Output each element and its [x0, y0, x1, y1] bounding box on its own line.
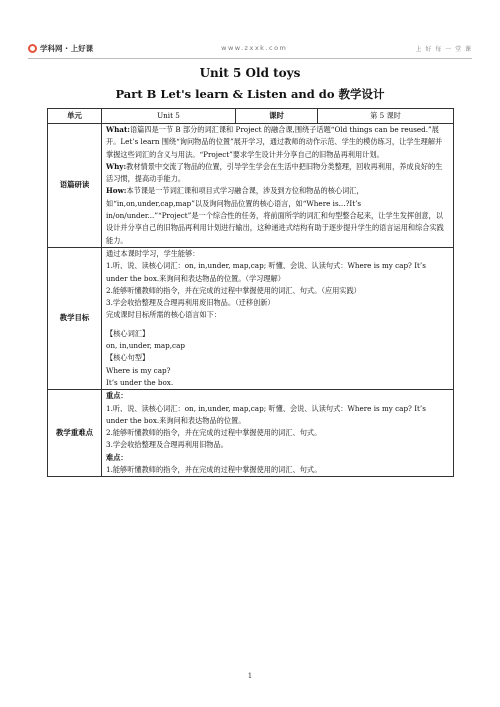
lesson-value: 第 5 课时 — [318, 109, 454, 124]
why-label: Why: — [106, 161, 127, 171]
core-vocab: on, in,under, map,cap — [106, 341, 185, 351]
how-label: How: — [106, 186, 127, 196]
core-sentence-2: It’s under the box. — [106, 377, 174, 387]
brand-text: 学科网 · 上好课 — [40, 43, 94, 53]
document-subtitle: Part B Let's learn & Listen and do 教学设计 — [115, 87, 385, 101]
why-text: 教材情景中交流了物品的位置，引导学生学会在生活中把旧物分类整理，回收再利用，养成良好的生活习惯，提高动手能力。 — [106, 161, 443, 184]
what-text: 语篇四是一节 B 部分的词汇课和 Project 的融合课,围绕子话题“Old things can be reused.”展开。Let’s learn 围绕“询问物品的位置”展开学习，通过教师的动作示范、学生的模仿练习，让学生理解并掌握这些词汇的含义与用法。“Project”要求学生设计并分享自己的旧物品再利用计划。 — [106, 125, 443, 159]
key-item-1: 1.听、说、读核心词汇：on, in,under, map,cap; 听懂、会说、认读句式：Where is my cap? It’s under the box.来询问和表达物品的位置。 — [106, 403, 426, 425]
page-number: 1 — [247, 672, 253, 680]
key-item-3: 3.学会收拾整理及合理再利用旧物品。 — [106, 440, 228, 450]
key-points-row — [48, 390, 454, 477]
key-points-label: 教学重难点 — [48, 390, 102, 477]
goals-summary: 完成课时目标所需的核心语言如下： — [106, 310, 222, 320]
key-item-2: 2.能够听懂教师的指令，并在完成的过程中掌握使用的词汇、句式。 — [106, 428, 322, 438]
header-divider — [28, 58, 472, 59]
zxxk-logo-icon — [28, 44, 37, 53]
unit-value: Unit 5 — [102, 109, 236, 124]
key-points-content — [102, 390, 454, 477]
analysis-label: 语篇研读 — [48, 124, 102, 248]
goals-row — [48, 247, 454, 389]
goal-item-2: 2.能够听懂教师的指令，并在完成的过程中掌握使用的词汇、句式。（应用实践） — [106, 285, 361, 295]
core-vocab-label: 【核心词汇】 — [106, 328, 150, 338]
goal-item-1: 1.听、说、读核心词汇：on, in,under, map,cap; 听懂、会说、认读句式：Where is my cap? It’s under the box.来询问和表达物品的位置。（学习理解） — [106, 261, 426, 283]
header-slogan: 上 好 每 一 堂 课 — [415, 45, 472, 53]
core-sentence-1: Where is my cap? — [106, 365, 171, 375]
difficulty-label: 难点： — [106, 452, 128, 462]
what-label: What: — [106, 125, 130, 134]
how-text: 本节课是一节词汇课和项目式学习融合课，涉及到方位和物品的核心词汇，如“in,on,under,cap,map”以及询问物品位置的核心语言，如“Where is...?It’s in/on/under...”“Project”是一个综合性的任务，将前面所学的词汇和句型整合起来，让学生发挥创意，以设计并分享自己的旧物品再利用计划进行输出，这种递进式结构有助于逐步提升学生的语言运用和综合实践能力。 — [106, 186, 444, 245]
goals-intro: 通过本课时学习，学生能够： — [106, 248, 200, 258]
unit-row — [48, 109, 454, 124]
unit-label: 单元 — [48, 109, 102, 124]
key-label: 重点： — [106, 391, 128, 401]
page-header — [28, 40, 472, 56]
difficulty-item-1: 1.能够听懂教师的指令，并在完成的过程中掌握使用的词汇、句式。 — [106, 465, 322, 475]
analysis-content — [102, 124, 454, 248]
goal-item-3: 3.学会收拾整理及合理再利用废旧物品。（迁移创新） — [106, 298, 275, 308]
lesson-label: 课时 — [236, 109, 318, 124]
document-title: Unit 5 Old toys — [199, 66, 301, 80]
goals-content — [102, 247, 454, 389]
core-sentence-label: 【核心句型】 — [106, 353, 150, 363]
site-url: www.zxxk.com — [221, 44, 288, 52]
brand — [28, 43, 93, 54]
lesson-plan-table — [47, 108, 454, 477]
analysis-row — [48, 124, 454, 248]
goals-label: 教学目标 — [48, 247, 102, 389]
